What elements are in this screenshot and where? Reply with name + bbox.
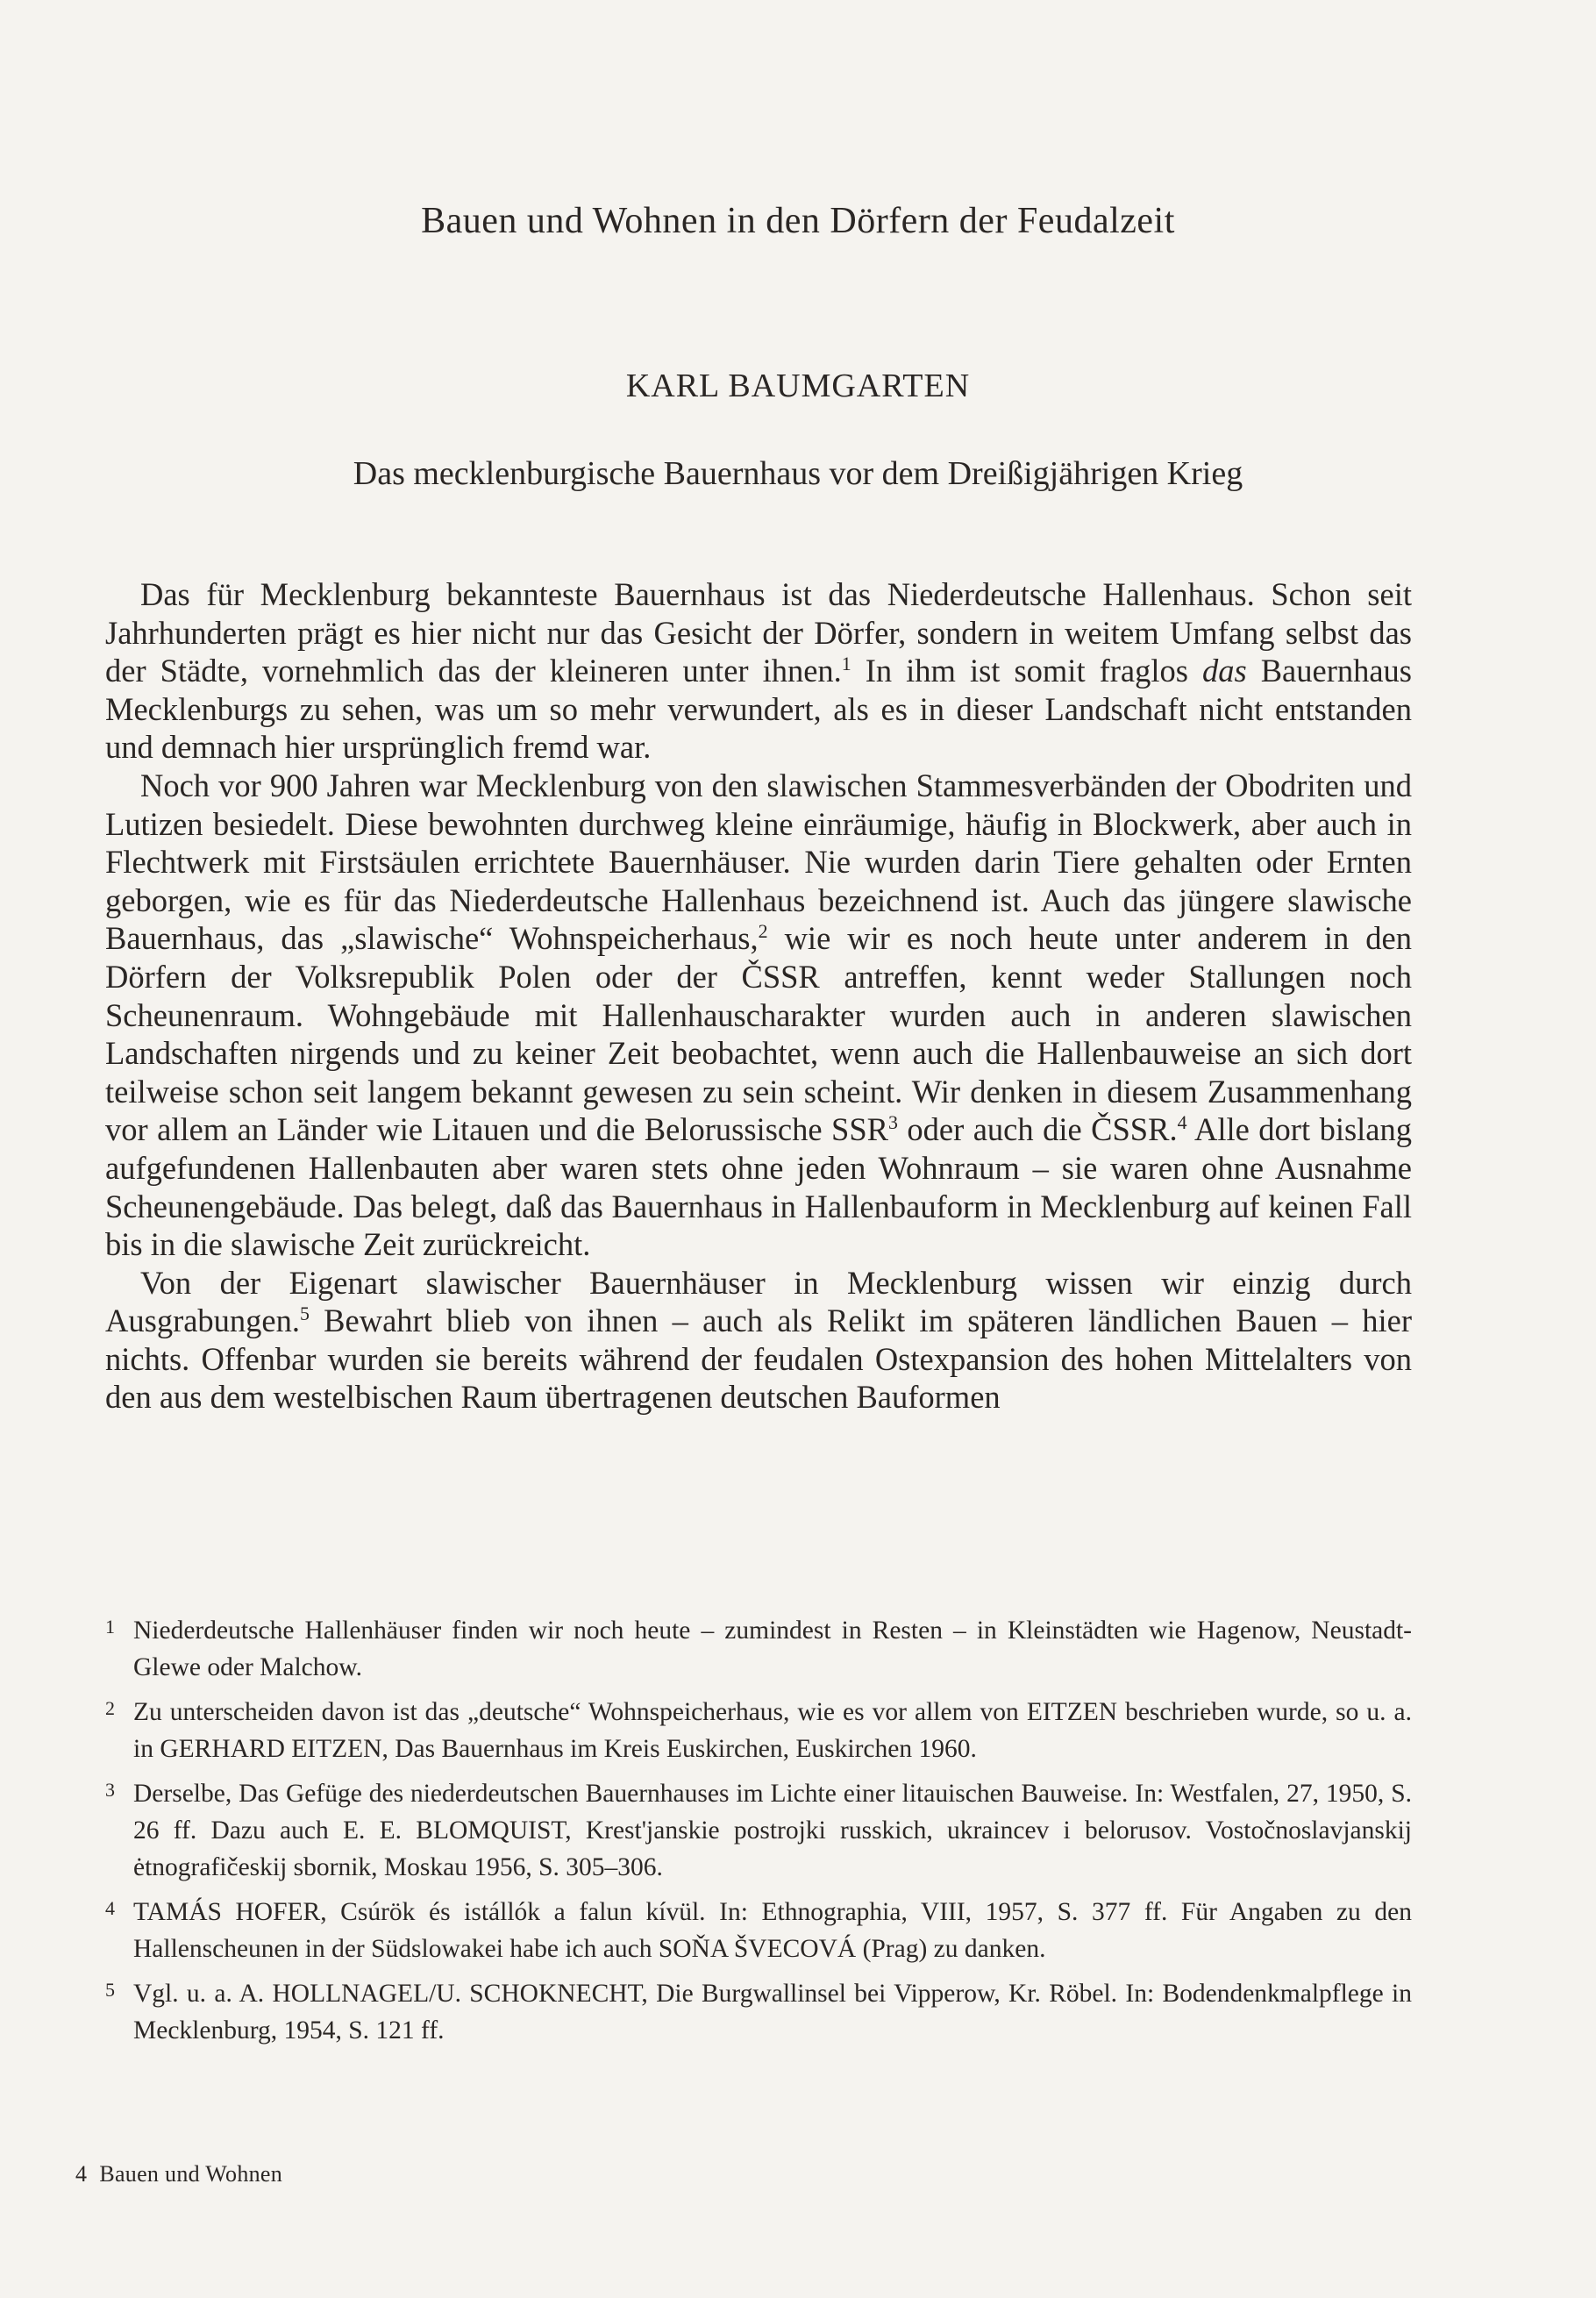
footnote-number: 5 xyxy=(105,1979,115,2001)
footer-label: Bauen und Wohnen xyxy=(99,2161,283,2187)
footnote-text: TAMÁS HOFER, Csúrök és istállók a falun kívül. In: Ethnographia, VIII, 1957, S. 377 ff. Für Angaben zu den Hallenscheunen in der Südslowakei habe ich auch SOŇA ŠVECOVÁ (Prag) zu danken. xyxy=(133,1898,1412,1963)
sheet-signature: 4 xyxy=(75,2161,88,2187)
paragraph-3-text-b: Bewahrt blieb von ihnen – auch als Relikt im späteren ländlichen Bauen – hier nichts. Offenbar wurden sie bereits während der feudalen Ostexpansion des hohen Mittelalters von den aus dem westelbischen Raum übertragenen deutschen Bauformen xyxy=(105,1302,1412,1416)
footnote-3 xyxy=(105,1775,1412,1886)
body-text xyxy=(105,575,1412,1417)
footnote-ref-1: 1 xyxy=(841,653,851,675)
paragraph-2-text-a: Noch vor 900 Jahren war Mecklenburg von den slawischen Stammesverbänden der Obodriten und Lutizen besiedelt. Diese bewohnten durchweg kleine einräumige, häufig in Blockwerk, aber auch in Flechtwerk mit Firstsäulen errichtete Bauernhäuser. Nie wurden darin Tiere gehalten oder Ernten geborgen, wie es für das Niederdeutsche Hallenhaus bezeichnend ist. Auch das jüngere slawische Bauernhaus, das „slawische“ Wohnspeicherhaus, xyxy=(105,767,1412,957)
emphasis-das: das xyxy=(1201,653,1247,689)
footnote-ref-5: 5 xyxy=(300,1302,310,1325)
footnote-text: Zu unterscheiden davon ist das „deutsche“ Wohnspeicherhaus, wie es vor allem von EITZEN beschrieben wurde, so u. a. in GERHARD EITZEN, Das Bauernhaus im Kreis Euskirchen, Euskirchen 1960. xyxy=(133,1698,1412,1763)
footnote-ref-4: 4 xyxy=(1177,1111,1187,1134)
paragraph-2-text-d: Alle dort bislang aufgefundenen Hallenbauten aber waren stets ohne jeden Wohnraum – sie waren ohne Ausnahme Scheunengebäude. Das belegt, daß das Bauernhaus in Hallenbauform in Mecklenburg auf keinen Fall bis in die slawische Zeit zurückreicht. xyxy=(105,1111,1412,1263)
footnote-ref-3: 3 xyxy=(887,1111,898,1134)
footnote-number: 4 xyxy=(105,1897,115,1919)
paragraph-3 xyxy=(105,1264,1412,1417)
footnote-4 xyxy=(105,1894,1412,1967)
footnotes xyxy=(105,1612,1412,2057)
paragraph-1-text-c: Bauernhaus Mecklenburgs zu sehen, was um so mehr verwundert, als es in dieser Landschaft nicht entstanden und demnach hier ursprünglich fremd war. xyxy=(105,653,1413,766)
footnote-ref-2: 2 xyxy=(758,920,768,943)
footnote-text: Derselbe, Das Gefüge des niederdeutschen Bauernhauses im Lichte einer litauischen Bauweise. In: Westfalen, 27, 1950, S. 26 ff. Dazu auch E. E. BLOMQUIST, Krest'janskie postrojki russkich, ukraincev i belorusov. Vostočnoslavjanskij ėtnografičeskij sbornik, Moskau 1956, S. 305–306. xyxy=(133,1780,1412,1881)
article-title: Bauen und Wohnen in den Dörfern der Feudalzeit xyxy=(421,201,1175,241)
paragraph-2 xyxy=(105,767,1412,1264)
page-footer xyxy=(75,2161,295,2187)
footnote-number: 2 xyxy=(105,1697,115,1719)
author-name: KARL BAUMGARTEN xyxy=(625,368,971,404)
footnote-number: 1 xyxy=(105,1616,115,1638)
article-subtitle: Das mecklenburgische Bauernhaus vor dem Dreißigjährigen Krieg xyxy=(353,455,1243,492)
footnote-text: Niederdeutsche Hallenhäuser finden wir noch heute – zumindest in Resten – in Kleinstädten wie Hagenow, Neustadt-Glewe oder Malchow. xyxy=(133,1616,1412,1681)
paragraph-3-text-a: Von der Eigenart slawischer Bauernhäuser in Mecklenburg wissen wir einzig durch Ausgrabungen. xyxy=(105,1264,1412,1339)
footnote-text: Vgl. u. a. A. HOLLNAGEL/U. SCHOKNECHT, Die Burgwallinsel bei Vipperow, Kr. Röbel. In: Bodendenkmalpflege in Mecklenburg, 1954, S. 121 ff. xyxy=(133,1980,1412,2045)
paragraph-1-text-b: In ihm ist somit fraglos xyxy=(851,653,1202,689)
footnote-2 xyxy=(105,1694,1412,1767)
paragraph-1-text-a: Das für Mecklenburg bekannteste Bauernhaus ist das Niederdeutsche Hallenhaus. Schon seit Jahrhunderten prägt es hier nicht nur das Gesicht der Dörfer, sondern in weitem Umfang selbst das der Städte, vornehmlich das der kleineren unter ihnen. xyxy=(105,576,1412,689)
footnote-number: 3 xyxy=(105,1779,115,1801)
footnote-5 xyxy=(105,1975,1412,2049)
paragraph-2-text-b: wie wir es noch heute unter anderem in den Dörfern der Volksrepublik Polen oder der ČSSR antreffen, kennt weder Stallungen noch Scheunenraum. Wohngebäude mit Hallenhauscharakter wurden auch in anderen slawischen Landschaften nirgends und zu keiner Zeit beobachtet, wenn auch die Hallenbauweise an sich dort teilweise schon seit langem bekannt gewesen zu sein scheint. Wir denken in diesem Zusammenhang vor allem an Länder wie Litauen und die Belorussische SSR xyxy=(105,920,1412,1148)
paragraph-1 xyxy=(105,575,1412,767)
paragraph-2-text-c: oder auch die ČSSR. xyxy=(897,1111,1178,1148)
footnote-1 xyxy=(105,1612,1412,1686)
